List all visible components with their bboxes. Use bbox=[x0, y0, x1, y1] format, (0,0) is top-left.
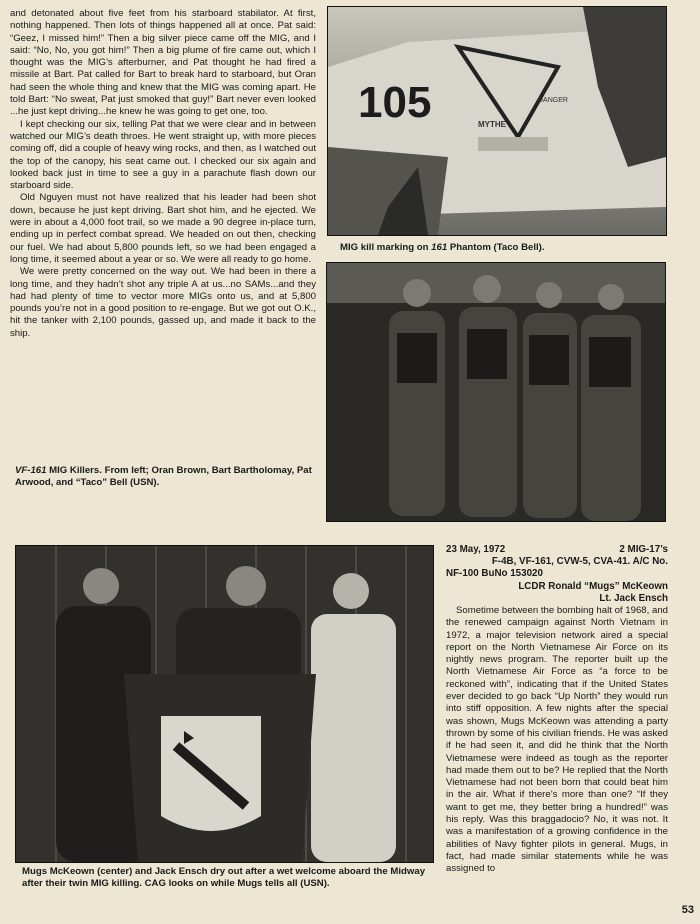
photo-caption: Mugs McKeown (center) and Jack Ensch dry out after a wet welcome aboard the Midway after their twin MIG killing. CAG looks on while Mugs tells all (USN). bbox=[22, 866, 426, 889]
article-text-bottom-right bbox=[446, 605, 668, 876]
paragraph: I kept checking our six, telling Pat that we were clear and in between watched our MIG’s death throes. He went straight up, with more pieces coming off, did a couple of heavy wing rocks, and then, as I watched out the top of the canopy, his seat came out. I checked our six again and looked back just in time to see a guy in a parachute flash down our starboard side. bbox=[10, 118, 316, 192]
phantom-kill-marking-photo bbox=[327, 6, 667, 236]
paragraph: We were pretty concerned on the way out. We had been in there a long time, and they hadn’t shot any triple A at us...no SAMs...and they had had plenty of time to vector more MIGs onto us, and at 5,800 pounds you’re not in a good position to re-engage. But we got out O.K., hit the tanker with 2,100 pounds, gassed up, and made it back to the ship. bbox=[10, 266, 316, 339]
aircraft-details: F-4B, VF-161, CVW-5, CVA-41. A/C No. bbox=[491, 556, 668, 568]
marking-label: MYTHE bbox=[478, 120, 506, 129]
paragraph: and detonated about five feet from his starboard stabilator. At first, nothing happened. Then lots of things happened all at once. Pat said: “Geez, I missed him!” Then a big silver piece came off the MIG, and I said: “No, No, you got him!” Then a big plume of fire came out, which I thought was the MIG’s afterburner, and Pat thought he had fired a missile at Bart. Pat called for Bart to break hard to starboard, but Oran had seen the whole thing and knew that the MIG was coming apart. He told Bart: “No sweat, Pat just smoked that guy!” Bart never even looked ...he just kept driving...he knew he was going to get one, too. bbox=[10, 8, 316, 118]
mission-date: 23 May, 1972 bbox=[446, 544, 506, 555]
phantom-illustration bbox=[328, 7, 666, 235]
paragraph: Old Nguyen must not have realized that his leader had been shot down, because he just kept driving. Bart shot him, and he ejected. We were in about a 4,000 foot trail, so we made a 90 degree in-place turn, ending up in perfect combat spread. We headed on out then, checking our fuel. We had about 5,800 pounds left, so we had been engaged a long time, it seemed about a year or so. We were all ready to go home. bbox=[10, 192, 316, 265]
page-number: 53 bbox=[681, 904, 694, 916]
mission-kills: 2 MIG-17’s bbox=[619, 544, 668, 555]
mission-header bbox=[446, 544, 668, 605]
photo-caption: VF-161 MIG Killers. From left; Oran Brown, Bart Bartholomay, Pat Arwood, and “Taco” Bell (USN). bbox=[15, 465, 312, 488]
aircrew-illustration bbox=[327, 263, 665, 521]
aircraft-bureau-number: NF-100 BuNo 153020 bbox=[446, 568, 543, 580]
podium-illustration bbox=[16, 546, 433, 862]
aircrew-group-photo bbox=[326, 262, 666, 522]
podium-welcome-photo bbox=[15, 545, 434, 863]
tail-number-text: 105 bbox=[358, 78, 432, 127]
pilot-name: LCDR Ronald “Mugs” McKeown bbox=[518, 580, 668, 592]
paragraph: Sometime between the bombing halt of 1968, and the renewed campaign against North Vietnam in 1972, a major television network aired a special report on the North Vietnamese Air Force on its nightly news program. The reporter built up the North Vietnamese Air Force as “a force to be reckoned with”, indicating that if the United States ever decided to go back “Up North” they would run into stiff opposition. A few nights after the special was shown, Mugs McKeown was attending a party thrown by some of his civilian friends. He was asked if he had seen it, and did he think that the North Vietnamese were indeed as tough as the reporter had made them out to be? He replied that the North Vietnamese had not been born that could beat him in the air. What if there’s more than one? “If they want to get me, they better bring a hundred!” was his reply. Was this braggadocio? No, it was not. It was a manifestation of a growing confidence in the abilities of Navy fighter pilots in general. Mugs, in fact, had made similar statements while he was assigned to bbox=[446, 605, 668, 875]
rio-name: Lt. Jack Ensch bbox=[599, 592, 668, 604]
photo-caption: MIG kill marking on 161 Phantom (Taco Bell). bbox=[340, 242, 545, 253]
article-text-top-left bbox=[10, 8, 316, 340]
marking-label: DANGER bbox=[538, 97, 568, 104]
